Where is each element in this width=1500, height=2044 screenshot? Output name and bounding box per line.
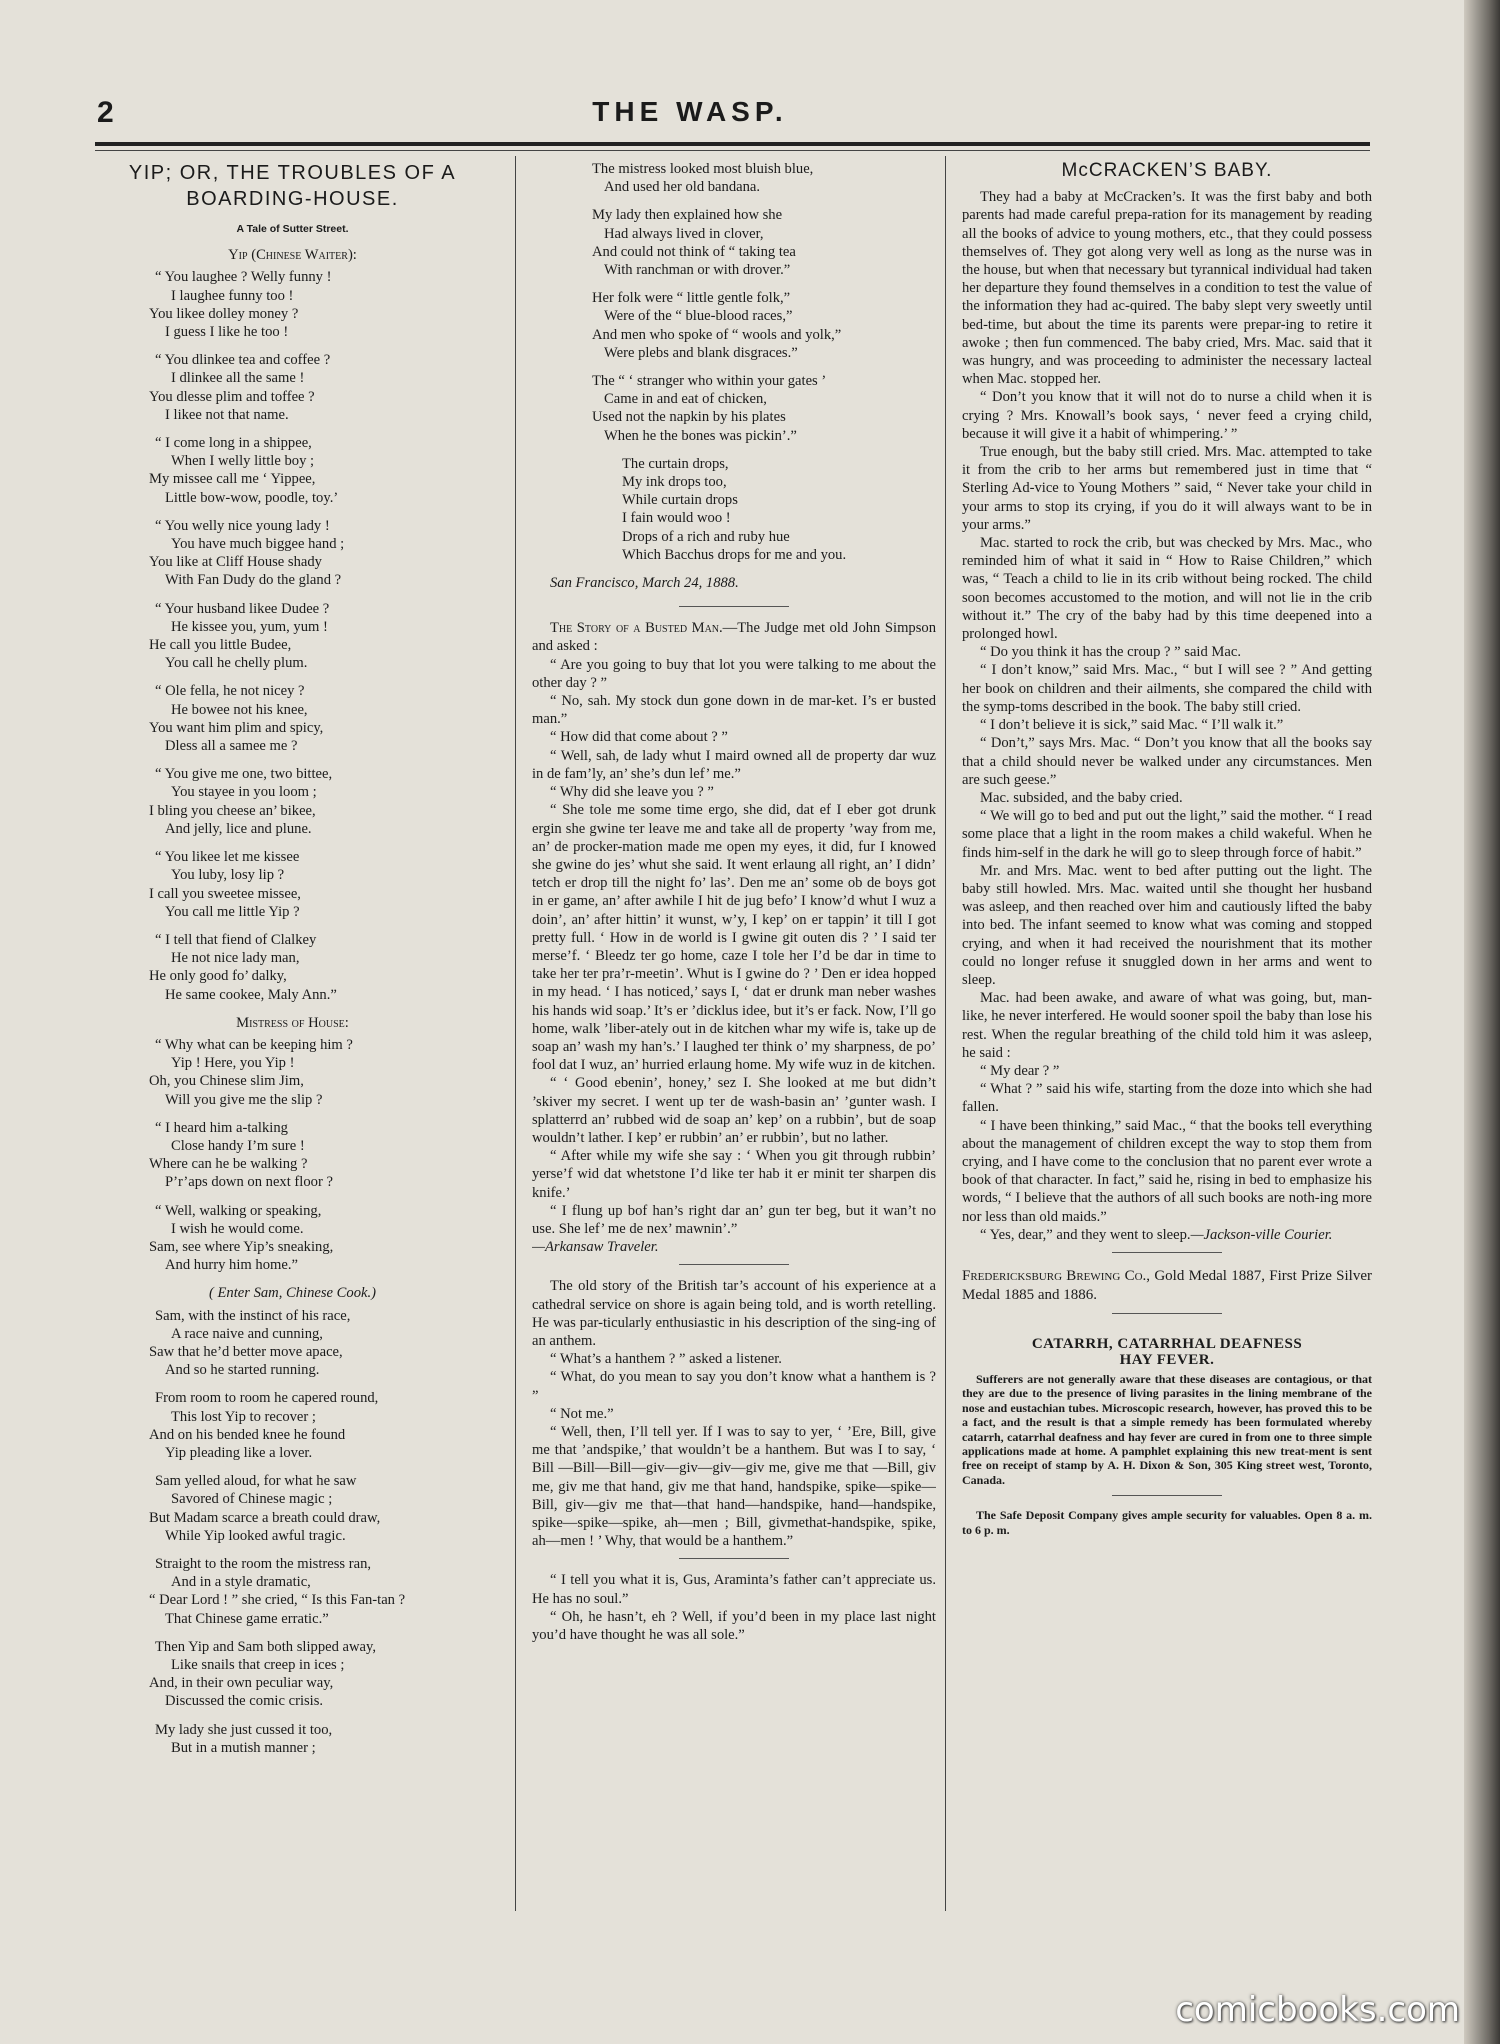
verse-line: He call you little Budee, — [149, 637, 292, 654]
verse-line: Close handy I’m sure ! — [171, 1137, 305, 1154]
hanthem-story — [532, 1277, 936, 1550]
paragraph: “ I don’t believe it is sick,” said Mac. “ I’ll walk it.” — [980, 717, 1284, 734]
poem-subtitle: A Tale of Sutter Street. — [236, 223, 349, 235]
verse-line: My lady then explained how she — [592, 207, 783, 224]
verse-line: You like at Cliff House shady — [149, 554, 322, 571]
paragraph: “ Don’t you know that it will not do to nurse a child when it is crying ? Mrs. Knowall’s book says, ‘ never feed a crying child, because it will give it a habit of whimpering.’ ” — [962, 389, 1372, 442]
verse-line: Yip ! Here, you Yip ! — [171, 1055, 295, 1072]
stanza — [532, 289, 936, 362]
divider — [679, 606, 789, 607]
divider — [1112, 1252, 1222, 1253]
verse-line: With ranchman or with drover.” — [604, 262, 791, 279]
verse-line: “ You welly nice young lady ! — [155, 517, 330, 534]
poem-title: YIP; OR, THE TROUBLES OF A BOARDING-HOUSE. — [128, 162, 457, 210]
site-watermark: comicbooks.com — [1175, 1990, 1460, 2030]
stanza — [95, 351, 490, 424]
verse-line: Will you give me the slip ? — [165, 1091, 323, 1108]
verse-line: Where can he be walking ? — [149, 1156, 308, 1173]
stanza — [95, 1389, 490, 1462]
verse-line: Used not the napkin by his plates — [592, 409, 786, 426]
verse-line: But in a mutish manner ; — [171, 1739, 316, 1756]
verse-line: Were of the “ blue-blood races,” — [604, 308, 793, 325]
right-column — [962, 160, 1372, 1940]
verse-line: He not nice lady man, — [171, 950, 300, 967]
paragraph: “ I have been thinking,” said Mac., “ that the books tell everything about the management of children except the way to stop them from crying, and I have come to the conclusion that no parent ever wrote a book of that character. In fact,” said he, rising in bed to emphasize his words, “ I believe that the authors of all such books are noth-ing more nor less than old maids.” — [962, 1117, 1372, 1225]
verse-line: Came in and eat of chicken, — [604, 391, 767, 408]
story-source: —Arkansaw Traveler. — [532, 1239, 659, 1256]
page-number: 2 — [97, 96, 114, 129]
header-rule — [95, 142, 1370, 146]
verse-line: And men who spoke of “ wools and yolk,” — [592, 326, 842, 343]
stanza — [95, 1202, 490, 1275]
ad-fredericksburg: Fredericksburg Brewing Co., Gold Medal 1887, First Prize Silver Medal 1885 and 1886. — [962, 1267, 1372, 1303]
verse-line: A race naive and cunning, — [171, 1325, 323, 1342]
verse-line: The curtain drops, — [622, 455, 729, 472]
paragraph: “ We will go to bed and put out the light,” said the mother. “ I read some place that a light in the room makes a child wakeful. When he finds him-self in the dark he will go to sleep through force of habit.” — [962, 808, 1372, 861]
paragraph: The old story of the British tar’s account of his experience at a cathedral service on shore is again being told, and is worth retelling. He was par-ticularly enthusiastic in his description of the sing-ing of an anthem. — [532, 1278, 936, 1349]
verse-line: And jelly, lice and plune. — [165, 820, 312, 837]
paragraph: “ Not me.” — [550, 1405, 614, 1422]
verse-line: And hurry him home.” — [165, 1257, 298, 1274]
ad-catarrh-title: CATARRH, CATARRHAL DEAFNESS — [1031, 1335, 1303, 1352]
stanza — [95, 600, 490, 673]
verse-line: Oh, you Chinese slim Jim, — [149, 1073, 304, 1090]
verse-line: “ Ole fella, he not nicey ? — [155, 683, 305, 700]
paragraph: “ She tole me some time ergo, she did, dat ef I eber got drunk ergin she gwine ter leave me and take all de property ’way from me, an’ de procker-mation made me open my eyes, it did, fur I knowed she gwine do jes’ whut she said. It went erlaung all right, an’ I didn’ tetch er drop till the night fo’ las’. Den me an’ some ob de boys got in er game, an’ after awhile I hit de jug befo’ I know’d whut I wuz a doin’, an’ after hittin’ it wunst, w’y, I kep’ on er tappin’ it till I got pretty full. ‘ How in de world is I gwine git outen dis ? ’ I said ter merse’f. ‘ Bleedz ter go home, caze I tole her I’d be dar in time to take her ter pra’r-meetin’. Whut is I gwine do ? ’ Den er idea hopped in my head. ‘ I has noticed,’ says I, ‘ dat er drunk man neber washes his hands wid soap.’ It’s er ’dicklus idee, but it’s er fack. Now, I’ll go home, walk ’liber-ately out in de kitchen whar my wife is, take up de soap an’ wash my han’s.’ I laughed ter think o’ my sharpness, de po’ fool dat I wuz, an’ hurried erlaung home. My wife wuz in de kitchen. — [532, 802, 936, 1074]
verse-line: “ Dear Lord ! ” she cried, “ Is this Fan-tan ? — [149, 1592, 406, 1609]
paragraph: “ I don’t know,” said Mrs. Mac., “ but I will see ? ” And getting her book on children and their ailments, she compared the child with the symp-toms described in the book. The baby still cried. — [962, 662, 1372, 715]
verse-line: He same cookee, Maly Ann.” — [165, 986, 337, 1003]
verse-line: While curtain drops — [622, 492, 738, 509]
verse-line: “ I come long in a shippee, — [155, 435, 312, 452]
verse-line: P’r’aps down on next floor ? — [165, 1174, 333, 1191]
verse-line: This lost Yip to recover ; — [171, 1408, 316, 1425]
paragraph: Mac. subsided, and the baby cried. — [980, 789, 1183, 806]
verse-line: My ink drops too, — [622, 474, 727, 491]
poem-closing-verse — [532, 455, 936, 564]
paragraph: “ Well, then, I’ll tell yer. If I was to say to yer, ‘ ’Ere, Bill, give me that ’andspike,’ that wouldn’t be a hanthem. But was I to say, ‘ Bill —Bill—Bill—giv—giv—giv—giv me, give me that —Bill, giv me, giv me that hand, giv me that hand, handspike, spike—spike—Bill, giv—giv me that—that hand—handspike, hand—handspike, spike—spike—spike, ah—men ; Bill, givmethat-handspike, spike, ah—men ! ’ Why, that would be a hanthem.” — [532, 1424, 936, 1550]
verse-line: And in a style dramatic, — [171, 1574, 311, 1591]
stanza — [95, 434, 490, 507]
verse-line: You stayee in you loom ; — [171, 784, 317, 801]
divider — [1112, 1313, 1222, 1314]
verse-line: I likee not that name. — [165, 406, 289, 423]
paragraph: “ What, do you mean to say you don’t know what a hanthem is ? ” — [532, 1369, 936, 1404]
paragraph: They had a baby at McCracken’s. It was the first baby and both parents had made careful prepa-ration for its management by reading all the books of advice to young mothers, etc., that they could possess themselves of. They got along very well as long as the nurse was in the house, but when that necessary but tyrannical individual had taken her departure they found themselves in a condition to test the value of the information they had ac-quired. The baby slept very sweetly until bed-time, but about the time its parents were prepar-ing to retire it awoke ; then fun commenced. The baby cried, Mrs. Mac. said that it was hungry, and was proceeding to administer the necessary lacteal when Mac. stopped her. — [962, 189, 1372, 388]
verse-line: The mistress looked most bluish blue, — [592, 161, 814, 177]
verse-line: You call me little Yip ? — [165, 903, 300, 920]
verse-line: I dlinkee all the same ! — [171, 370, 305, 387]
column-rule — [945, 156, 946, 1911]
speaker-label: Mistress of House: — [236, 1014, 349, 1031]
stanza — [95, 268, 490, 341]
paragraph: “ I tell you what it is, Gus, Araminta’s father can’t appreciate us. He has no soul.” — [532, 1572, 936, 1607]
verse-line: While Yip looked awful tragic. — [165, 1527, 346, 1544]
verse-line: With Fan Dudy do the gland ? — [165, 572, 342, 589]
verse-line: Which Bacchus drops for me and you. — [622, 546, 847, 563]
verse-line: I call you sweetee missee, — [149, 885, 301, 902]
stanza — [95, 1555, 490, 1628]
stanza — [95, 1307, 490, 1380]
verse-line: Drops of a rich and ruby hue — [622, 528, 790, 545]
mccracken-article — [962, 188, 1372, 1244]
paragraph: “ Yes, dear,” and they went to sleep.—Jackson-ville Courier. — [980, 1226, 1333, 1243]
verse-line: “ Why what can be keeping him ? — [155, 1036, 353, 1053]
stanza — [95, 517, 490, 590]
verse-line: You have much biggee hand ; — [171, 536, 345, 553]
verse-line: My missee call me ‘ Yippee, — [149, 471, 316, 488]
paragraph: Mr. and Mrs. Mac. went to bed after putting out the light. The baby still howled. Mrs. Mac. waited until she thought her husband was asleep, and then reached over him and cautiously lifted the baby into bed. The infant seemed to know what was coming and stopped crying, and when it had received the nourishment that its mother could no longer refuse it snuggled down in her arms and went to sleep. — [962, 862, 1372, 988]
ad-catarrh-title-2: HAY FEVER. — [1119, 1351, 1215, 1368]
verse-line: You likee dolley money ? — [149, 305, 299, 322]
verse-line: And on his bended knee he found — [149, 1426, 346, 1443]
verse-line: And, in their own peculiar way, — [149, 1675, 334, 1692]
stanza — [95, 1036, 490, 1109]
page-binding-shadow — [1464, 0, 1500, 2044]
poem-stanzas — [95, 268, 490, 1003]
verse-line: Dless all a samee me ? — [165, 738, 298, 755]
speaker-label: Yip (Chinese Waiter): — [228, 247, 357, 264]
verse-line: “ You likee let me kissee — [155, 849, 300, 866]
divider — [679, 1264, 789, 1265]
verse-line: I laughee funny too ! — [171, 287, 294, 304]
ad-catarrh-body: Sufferers are not generally aware that these diseases are contagious, or that they are due to the presence of living parasites in the lining membrane of the nose and eustachian tubes. Microscopic research, however, has proved this to be a fact, and the result is that a simple remedy has been formulated whereby catarrh, catarrhal deafness and hay fever are cured in from one to three simple applications made at home. A pamphlet explaining this new treat-ment is sent free on receipt of stamp by A. H. Dixon & Son, 305 King street west, Toronto, Canada. — [962, 1371, 1372, 1487]
verse-line: I wish he would come. — [171, 1220, 304, 1237]
stanza — [95, 765, 490, 838]
paragraph: “ What’s a hanthem ? ” asked a listener. — [550, 1351, 782, 1368]
poem-stanzas — [95, 1036, 490, 1274]
poem-stanzas — [95, 1307, 490, 1757]
stanza — [532, 372, 936, 445]
paragraph: “ Do you think it has the croup ? ” said Mac. — [980, 644, 1241, 661]
verse-line: But Madam scarce a breath could draw, — [149, 1509, 381, 1526]
verse-line: You dlesse plim and toffee ? — [149, 388, 315, 405]
verse-line: Her folk were “ little gentle folk,” — [592, 290, 791, 307]
stanza — [95, 1472, 490, 1545]
paragraph: Mac. had been awake, and aware of what was going, but, man-like, he never interfered. He would sooner spoil the baby than lose his rest. When the regular breathing of the child told him it was asleep, he said : — [962, 990, 1372, 1061]
verse-line: Had always lived in clover, — [604, 225, 764, 242]
paragraph: “ After while my wife she say : ‘ When you git through rubbin’ yerse’f wid dat whetstone I’d like ter hab it er minit ter sharpen dis knife.’ — [532, 1148, 936, 1201]
verse-line: Sam, with the instinct of his race, — [155, 1307, 351, 1324]
poem-dateline: San Francisco, March 24, 1888. — [550, 575, 739, 592]
verse-line: When I welly little boy ; — [171, 453, 315, 470]
verse-line: Little bow-wow, poodle, toy.’ — [165, 489, 339, 506]
verse-line: The “ ‘ stranger who within your gates ’ — [592, 373, 827, 390]
verse-line: “ You give me one, two bittee, — [155, 766, 333, 783]
verse-line: I guess I like he too ! — [165, 324, 289, 341]
paragraph: “ Why did she leave you ? ” — [550, 784, 714, 801]
verse-line: He bowee not his knee, — [171, 701, 308, 718]
verse-line: From room to room he capered round, — [155, 1390, 379, 1407]
paragraph: “ I flung up bof han’s right dar an’ gun ter beg, but it wan’t no use. She lef’ me de nex’ mawnin’.” — [532, 1202, 936, 1237]
paragraph: “ Are you going to buy that lot you were talking to me about the other day ? ” — [532, 656, 936, 691]
verse-line: And so he started running. — [165, 1362, 320, 1379]
paragraph: Mac. started to rock the crib, but was checked by Mrs. Mac., who reminded him of what it said in “ How to Raise Children,” which was, “ Teach a child to lie in its crib without being rocked. The child soon becomes accustomed to the motion, and will not lie in the crib without it.” The cry of the baby had by this time deepened into a prolonged howl. — [962, 535, 1372, 643]
ad-safe-deposit: The Safe Deposit Company gives ample security for valuables. Open 8 a. m. to 6 p. m. — [962, 1508, 1372, 1537]
verse-line: You want him plim and spicy, — [149, 719, 324, 736]
verse-line: He only good fo’ dalky, — [149, 968, 287, 985]
left-column — [95, 160, 490, 1940]
verse-line: Then Yip and Sam both slipped away, — [155, 1638, 377, 1655]
paragraph: “ Don’t,” says Mrs. Mac. “ Don’t you know that all the books say that a child should never be walked under any circumstances. Men are such geese.” — [962, 735, 1372, 788]
verse-line: Savored of Chinese magic ; — [171, 1491, 333, 1508]
verse-line: Saw that he’d better move apace, — [149, 1343, 343, 1360]
poem-stanzas — [532, 160, 936, 445]
verse-line: I bling you cheese an’ bikee, — [149, 802, 316, 819]
stanza — [95, 931, 490, 1004]
verse-line: My lady she just cussed it too, — [155, 1721, 333, 1738]
verse-line: “ You dlinkee tea and coffee ? — [155, 352, 331, 369]
stanza — [95, 1721, 490, 1757]
paragraph: “ ‘ Good ebenin’, honey,’ sez I. She looked at me but didn’t ’skiver my secret. I went up ter de wash-basin an’ ’gunter wash. I splatterrd an’ rubbed wid de soap an’ kep’ on a rubbin’, but de soap wouldn’t lather. I kep’ er rubbin’ an’ er rubbin’, but no lather. — [532, 1075, 936, 1146]
paragraph: “ What ? ” said his wife, starting from the doze into which she had fallen. — [962, 1081, 1372, 1116]
article-title: McCRACKEN’S BABY. — [1061, 160, 1273, 181]
paragraph: “ No, sah. My stock dun gone down in de mar-ket. I’s er busted man.” — [532, 693, 936, 728]
stanza — [532, 206, 936, 279]
paragraph: “ Oh, he hasn’t, eh ? Well, if you’d been in my place last night you’d have thought he was all sole.” — [532, 1608, 936, 1644]
verse-line: “ I heard him a-talking — [155, 1119, 288, 1136]
header-rule-thin — [95, 150, 1370, 151]
verse-line: Were plebs and blank disgraces.” — [604, 344, 798, 361]
araminta-story — [532, 1571, 936, 1644]
column-rule — [515, 156, 516, 1911]
verse-line: Like snails that creep in ices ; — [171, 1657, 345, 1674]
verse-line: That Chinese game erratic.” — [165, 1610, 329, 1627]
stage-direction: ( Enter Sam, Chinese Cook.) — [209, 1285, 376, 1302]
verse-line: When he the bones was pickin’.” — [604, 427, 797, 444]
divider — [679, 1558, 789, 1559]
verse-line: Discussed the comic crisis. — [165, 1693, 324, 1710]
masthead-title: THE WASP. — [592, 96, 788, 127]
stanza — [95, 682, 490, 755]
busted-man-story — [532, 619, 936, 1238]
verse-line: Yip pleading like a lover. — [165, 1444, 313, 1461]
divider — [1112, 1495, 1222, 1496]
paragraph: “ My dear ? ” — [980, 1062, 1060, 1079]
stanza — [95, 848, 490, 921]
verse-line: And could not think of “ taking tea — [592, 243, 796, 260]
verse-line: And used her old bandana. — [604, 179, 761, 196]
story-title: The Story of a Busted Man. — [550, 620, 723, 637]
verse-line: “ Your husband likee Dudee ? — [155, 600, 330, 617]
paragraph: “ Well, sah, de lady whut I maird owned all de property dar wuz in de fam’ly, an’ she’s dun lef’ me.” — [532, 747, 936, 782]
verse-line: He kissee you, yum, yum ! — [171, 618, 328, 635]
stanza — [95, 1638, 490, 1711]
verse-line: Straight to the room the mistress ran, — [155, 1556, 372, 1572]
verse-line: I fain would woo ! — [622, 510, 731, 527]
verse-line: “ You laughee ? Welly funny ! — [155, 269, 332, 286]
paragraph: True enough, but the baby still cried. Mrs. Mac. attempted to take it from the crib to her arms but remembered just in time that “ Sterling Ad-vice to Young Mothers ” said, “ Never take your child in your arms to stop its crying, if you do it will always want to be in your arms.” — [962, 444, 1372, 533]
verse-line: You call he chelly plum. — [165, 655, 308, 672]
stanza — [532, 160, 936, 196]
verse-line: Sam, see where Yip’s sneaking, — [149, 1238, 334, 1255]
verse-line: Sam yelled aloud, for what he saw — [155, 1473, 357, 1490]
middle-column — [532, 160, 936, 1940]
verse-line: You luby, losy lip ? — [171, 867, 285, 884]
verse-line: “ Well, walking or speaking, — [155, 1202, 322, 1219]
stanza — [95, 1119, 490, 1192]
verse-line: “ I tell that fiend of Clalkey — [155, 931, 317, 948]
paragraph: “ How did that come about ? ” — [550, 729, 728, 746]
paragraph: The Story of a Busted Man.—The Judge met old John Simpson and asked : — [532, 620, 936, 655]
article-source: —Jackson-ville Courier. — [1190, 1226, 1333, 1243]
